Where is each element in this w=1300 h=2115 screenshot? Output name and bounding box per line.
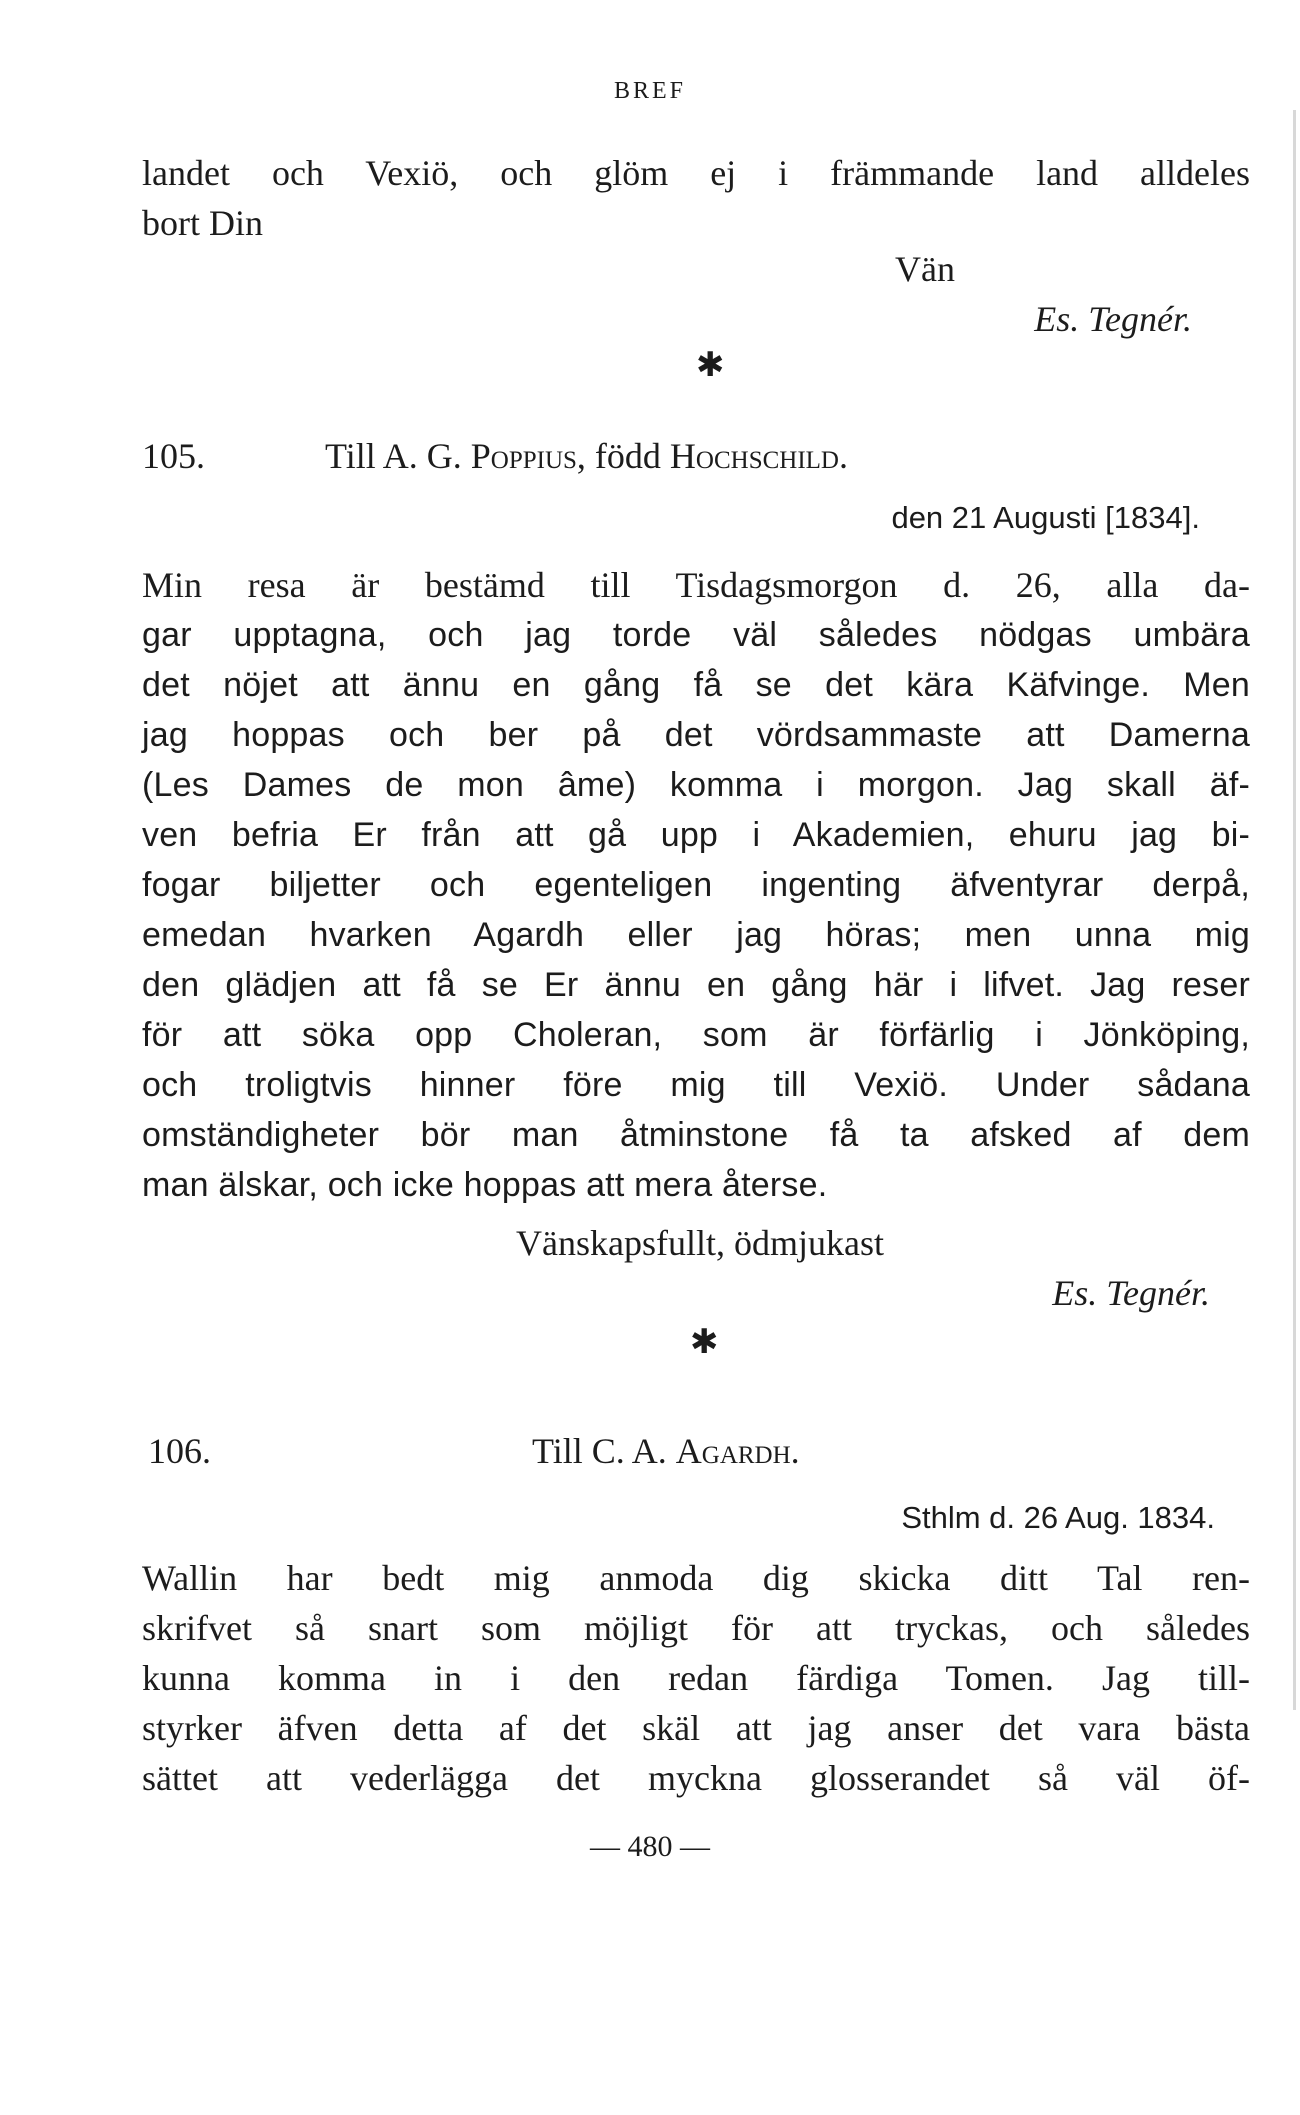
recipient-prefix: Till A. G. (325, 436, 462, 476)
letter-105-body (142, 560, 1250, 1210)
letter-105-number: 105. (142, 436, 205, 476)
text-line: gar upptagna, och jag torde väl således nödgas umbära (142, 616, 1250, 654)
signature-tegner-1: Es. Tegnér. (1034, 299, 1192, 339)
closing-vanskapsfullt: Vänskapsfullt, ödmjukast (516, 1223, 884, 1263)
page-edge-shadow (1293, 110, 1296, 1710)
letter-105-recipient (325, 435, 848, 477)
separator-asterisk-1: ✱ (696, 345, 725, 385)
text-line: fogar biljetter och egenteligen ingenting äfventyrar derpå, (142, 866, 1250, 904)
text-line: ven befria Er från att gå upp i Akademien, ehuru jag bi- (142, 816, 1250, 854)
text-line: styrker äfven detta af det skäl att jag anser det vara bästa (142, 1708, 1250, 1748)
text-line: Wallin har bedt mig anmoda dig skicka ditt Tal ren- (142, 1558, 1250, 1598)
closing-van: Vän (895, 249, 955, 289)
text-line: kunna komma in i den redan färdiga Tomen. Jag till- (142, 1658, 1250, 1698)
letter-106-number: 106. (148, 1431, 211, 1471)
text-line: för att söka opp Choleran, som är förfärlig i Jönköping, (142, 1016, 1250, 1054)
text-line: man älskar, och icke hoppas att mera återse. (142, 1166, 828, 1204)
continuation-paragraph (142, 148, 1250, 248)
recipient-end: . (839, 436, 848, 476)
text-line: omständigheter bör man åtminstone få ta afsked af dem (142, 1116, 1250, 1154)
text-line: det nöjet att ännu en gång få se det kära Käfvinge. Men (142, 666, 1250, 704)
recipient-end: . (790, 1431, 800, 1471)
recipient-prefix: Till C. A. (532, 1431, 667, 1471)
page-number: — 480 — (590, 1830, 710, 1863)
signature-tegner-2: Es. Tegnér. (1052, 1273, 1210, 1313)
text-line: emedan hvarken Agardh eller jag höras; men unna mig (142, 916, 1250, 954)
letter-105-dateline: den 21 Augusti [1834]. (891, 500, 1200, 535)
letter-106-recipient (532, 1430, 800, 1472)
recipient-mid: , född (576, 436, 661, 476)
text-line: (Les Dames de mon âme) komma i morgon. Jag skall äf- (142, 766, 1250, 804)
recipient-name: Agardh (675, 1431, 791, 1471)
letter-106-dateline: Sthlm d. 26 Aug. 1834. (901, 1500, 1215, 1535)
separator-asterisk-2: ✱ (690, 1322, 719, 1362)
text-line: bort Din (142, 203, 263, 243)
text-line: landet och Vexiö, och glöm ej i främmande land alldeles (142, 153, 1250, 193)
text-line: jag hoppas och ber på det vördsammaste att Damerna (142, 716, 1250, 754)
letter-106-body (142, 1553, 1250, 1803)
text-line: Min resa är bestämd till Tisdagsmorgon d. 26, alla da- (142, 565, 1250, 605)
recipient-name: Poppius (470, 436, 577, 476)
text-line: sättet att vederlägga det myckna glosserandet så väl öf- (142, 1758, 1250, 1798)
text-line: den glädjen att få se Er ännu en gång här i lifvet. Jag reser (142, 966, 1250, 1004)
text-line: skrifvet så snart som möjligt för att tryckas, och således (142, 1608, 1250, 1648)
running-head: BREF (613, 78, 687, 104)
text-line: och troligtvis hinner före mig till Vexiö. Under sådana (142, 1066, 1250, 1104)
recipient-maiden-name: Hochschild (669, 436, 839, 476)
